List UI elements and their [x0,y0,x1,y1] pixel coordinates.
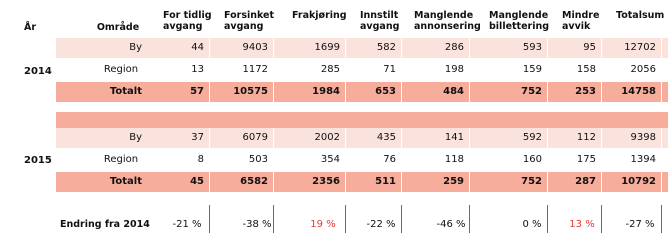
cell-divider [273,172,274,192]
cell-divider [401,128,402,148]
table-cell: 175 [576,154,596,165]
table-cell: 653 [375,86,396,97]
table-cell: 198 [444,64,464,75]
header-area: Område [96,22,140,33]
header-col-7: Totalsum [616,10,665,21]
change-cell: 19 % [310,219,336,230]
row-label: Totalt [109,86,142,97]
table-cell: 435 [376,132,396,143]
table-cell: 6582 [240,176,268,187]
table-row [0,172,668,192]
cell-divider [401,172,402,192]
change-separator [273,205,274,233]
table-cell: 2002 [314,132,340,143]
cell-divider [469,82,470,102]
cell-divider [401,38,402,58]
table-cell: 95 [583,42,596,53]
cell-divider [273,82,274,102]
change-separator [601,205,602,233]
table-cell: 57 [190,86,204,97]
cell-divider [469,38,470,58]
header-year: År [24,22,37,33]
table-cell: 752 [521,176,542,187]
year-2015: 2015 [24,155,52,166]
change-separator [469,205,470,233]
change-cell: -21 % [172,219,202,230]
cell-divider [469,172,470,192]
cell-divider [661,38,662,58]
change-cell: -27 % [625,219,655,230]
table-cell: 285 [320,64,340,75]
table-row [0,150,668,170]
header-col-0: For tidlig avgang [163,10,212,32]
change-cell: -46 % [436,219,466,230]
row-label: Region [103,154,139,165]
header-col-1: Forsinket avgang [224,10,275,32]
table-cell: 259 [443,176,464,187]
table-cell: 8 [197,154,204,165]
table-cell: 141 [444,132,464,143]
row-label: By [129,132,142,143]
table-row [0,38,668,58]
table-cell: 752 [521,86,542,97]
change-separator [401,205,402,233]
table-cell: 2356 [312,176,340,187]
table-cell: 1172 [242,64,268,75]
change-separator [547,205,548,233]
cell-divider [661,128,662,148]
header-col-4: Manglende annonsering [414,10,481,32]
table-cell: 503 [248,154,268,165]
cell-divider [469,128,470,148]
table-cell: 511 [375,176,396,187]
change-cell: 13 % [569,219,595,230]
row-label: Totalt [109,176,142,187]
change-cell: -38 % [242,219,272,230]
change-cell: -22 % [366,219,396,230]
table-cell: 44 [191,42,204,53]
header-col-5: Manglende billettering [489,10,550,32]
change-cell: 0 % [522,219,542,230]
header-col-2: Frakjøring [292,10,347,21]
header-col-6: Mindre avvik [562,10,600,32]
table-cell: 159 [522,64,542,75]
table-cell: 354 [320,154,340,165]
table-cell: 1699 [314,42,340,53]
table-cell: 484 [443,86,464,97]
table-cell: 592 [522,132,542,143]
cell-divider [273,38,274,58]
change-separator [209,205,210,233]
table-cell: 76 [383,154,396,165]
header-col-3: Innstilt avgang [360,10,400,32]
table-row [0,60,668,80]
table-cell: 9398 [630,132,656,143]
table-cell: 582 [376,42,396,53]
table-cell: 6079 [242,132,268,143]
change-separator [345,205,346,233]
table-cell: 14758 [621,86,656,97]
table-cell: 593 [522,42,542,53]
table-cell: 253 [575,86,596,97]
table-cell: 160 [522,154,542,165]
table-cell: 2056 [630,64,656,75]
table-cell: 9403 [242,42,268,53]
row-label: Region [103,64,139,75]
table-row [0,82,668,102]
year-2014: 2014 [24,66,52,77]
table-cell: 112 [576,132,596,143]
table-cell: 37 [191,132,204,143]
table-cell: 158 [576,64,596,75]
table-cell: 118 [444,154,464,165]
row-label: By [129,42,142,53]
band-2015-header [56,112,668,128]
cell-divider [661,172,662,192]
table-cell: 71 [383,64,396,75]
table-cell: 45 [190,176,204,187]
cell-divider [273,128,274,148]
table-cell: 10792 [621,176,656,187]
cell-divider [661,82,662,102]
cell-divider [401,82,402,102]
table-cell: 1394 [630,154,656,165]
table-cell: 13 [191,64,204,75]
change-label: Endring fra 2014 [60,219,150,230]
table-cell: 12702 [624,42,656,53]
change-separator [661,205,662,233]
table-cell: 1984 [312,86,340,97]
table-cell: 10575 [233,86,268,97]
table-cell: 286 [444,42,464,53]
table-row [0,128,668,148]
table-cell: 287 [575,176,596,187]
